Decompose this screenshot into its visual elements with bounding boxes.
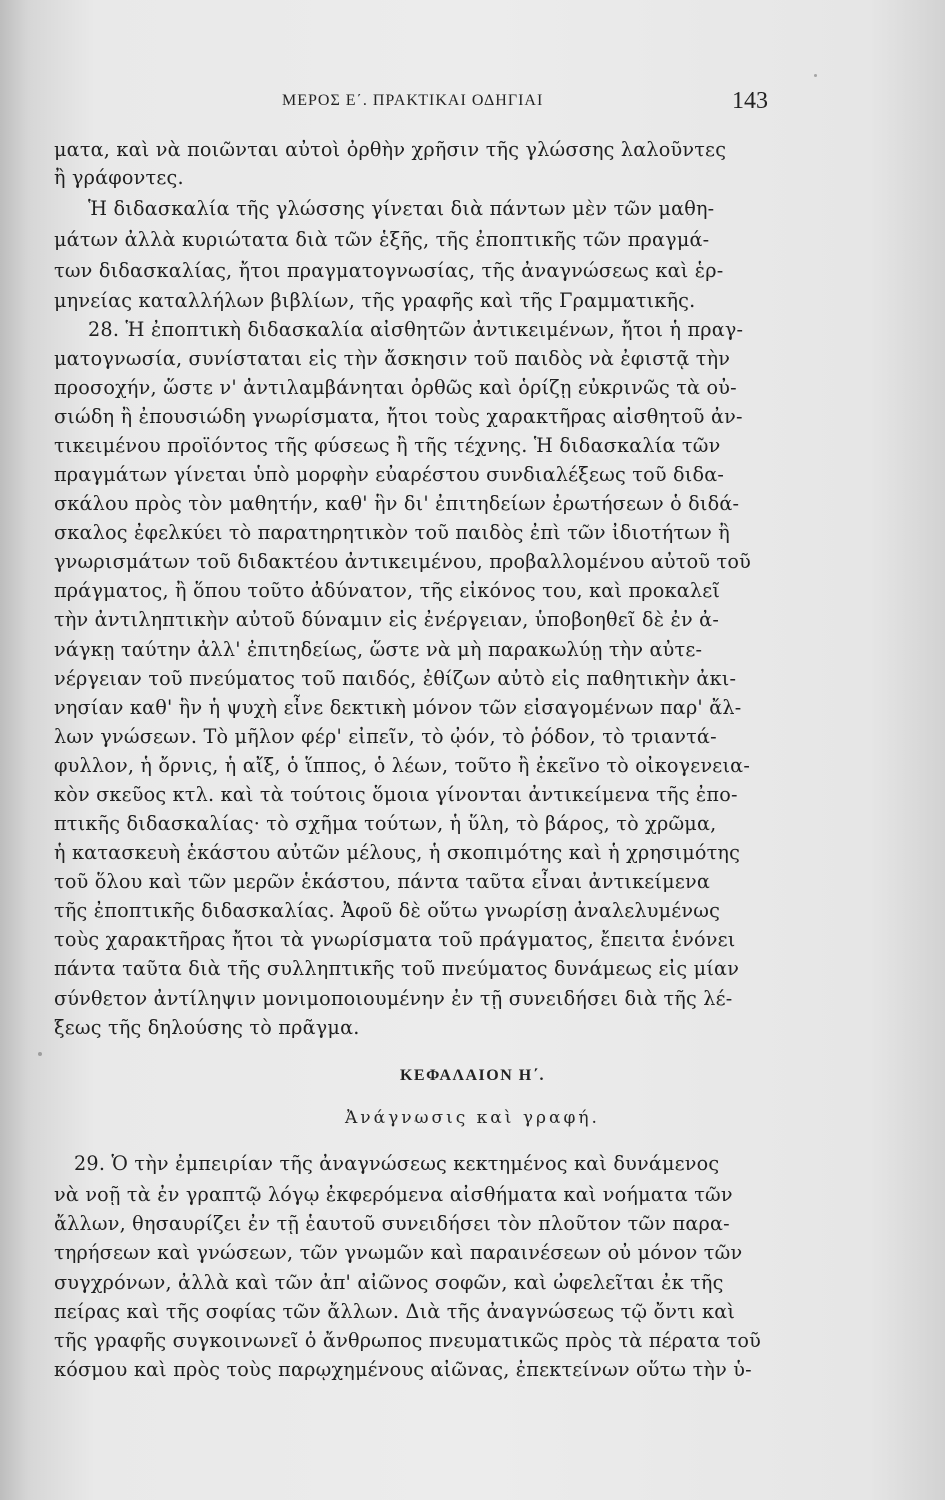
text-line: κόσμου καὶ πρὸς τοὺς παρῳχημένους αἰῶνας, ἐπεκτείνων οὕτω τὴν ὑ- bbox=[54, 1358, 752, 1381]
text-line: γνωρισμάτων τοῦ διδακτέου ἀντικειμένου, προβαλλομένου αὐτοῦ τοῦ bbox=[54, 550, 751, 573]
page-number: 143 bbox=[732, 88, 768, 114]
text-line: μηνείας καταλλήλων βιβλίων, τῆς γραφῆς καὶ τῆς Γραμματικῆς. bbox=[54, 289, 696, 312]
text-line: ἡ κατασκευὴ ἑκάστου αὐτῶν μέλους, ἡ σκοπιμότης καὶ ἡ χρησιμότης bbox=[54, 841, 741, 864]
text-line: ματογνωσία, συνίσταται εἰς τὴν ἄσκησιν τοῦ παιδὸς νὰ ἐφιστᾷ τὴν bbox=[54, 347, 731, 370]
text-line: νέργειαν τοῦ πνεύματος τοῦ παιδός, ἐθίζων αὐτὸ εἰς παθητικὴν ἀκι- bbox=[54, 667, 737, 690]
text-line: μάτων ἀλλὰ κυριώτατα διὰ τῶν ἑξῆς, τῆς ἐποπτικῆς τῶν πραγμά- bbox=[54, 228, 710, 251]
text-line: πείρας καὶ τῆς σοφίας τῶν ἄλλων. Διὰ τῆς ἀναγνώσεως τῷ ὄντι καὶ bbox=[54, 1300, 736, 1323]
text-line: φυλλον, ἡ ὄρνις, ἡ αἴξ, ὁ ἵππος, ὁ λέων, τοῦτο ἢ ἐκεῖνο τὸ οἰκογενεια- bbox=[54, 754, 751, 777]
text-line: κὸν σκεῦος κτλ. καὶ τὰ τούτοις ὅμοια γίνονται ἀντικείμενα τῆς ἐπο- bbox=[54, 783, 738, 806]
text-line: προσοχήν, ὥστε ν' ἀντιλαμβάνηται ὀρθῶς καὶ ὁρίζῃ εὐκρινῶς τὰ οὐ- bbox=[54, 376, 737, 399]
text-line: νησίαν καθ' ἣν ἡ ψυχὴ εἶνε δεκτικὴ μόνον τῶν εἰσαγομένων παρ' ἄλ- bbox=[54, 696, 742, 719]
text-line: συγχρόνων, ἀλλὰ καὶ τῶν ἀπ' αἰῶνος σοφῶν, καὶ ὠφελεῖται ἐκ τῆς bbox=[54, 1271, 724, 1294]
text-line: τηρήσεων καὶ γνώσεων, τῶν γνωμῶν καὶ παραινέσεων οὐ μόνον τῶν bbox=[54, 1241, 743, 1264]
chapter-subtitle: Ἀνάγνωσις καὶ γραφή. bbox=[345, 1108, 600, 1128]
print-speck bbox=[814, 74, 817, 77]
text-line: τικειμένου προϊόντος τῆς φύσεως ἢ τῆς τέχνης. Ἡ διδασκαλία τῶν bbox=[54, 434, 721, 457]
text-line: ἢ γράφοντες. bbox=[54, 166, 184, 189]
text-line: πάντα ταῦτα διὰ τῆς συλληπτικῆς τοῦ πνεύματος δυνάμεως εἰς μίαν bbox=[54, 957, 740, 980]
text-line: ξεως τῆς δηλούσης τὸ πρᾶγμα. bbox=[54, 1016, 360, 1039]
text-line: πραγμάτων γίνεται ὑπὸ μορφὴν εὐαρέστου συνδιαλέξεως τοῦ διδα- bbox=[54, 463, 725, 486]
text-line: πτικῆς διδασκαλίας· τὸ σχῆμα τούτων, ἡ ὕλη, τὸ βάρος, τὸ χρῶμα, bbox=[54, 812, 717, 835]
text-line: σιώδη ἢ ἐπουσιώδη γνωρίσματα, ἤτοι τοὺς χαρακτῆρας αἰσθητοῦ ἀν- bbox=[54, 405, 743, 428]
text-line: σκαλος ἐφελκύει τὸ παρατηρητικὸν τοῦ παιδὸς ἐπὶ τῶν ἰδιοτήτων ἢ bbox=[54, 521, 730, 544]
text-line: σκάλου πρὸς τὸν μαθητήν, καθ' ἣν δι' ἐπιτηδείων ἐρωτήσεων ὁ διδά- bbox=[54, 492, 740, 515]
text-line: Ἡ διδασκαλία τῆς γλώσσης γίνεται διὰ πάντων μὲν τῶν μαθη- bbox=[88, 197, 715, 220]
text-line: τὴν ἀντιληπτικὴν αὐτοῦ δύναμιν εἰς ἐνέργειαν, ὑποβοηθεῖ δὲ ἐν ἀ- bbox=[54, 608, 720, 631]
text-line: πράγματος, ἢ ὅπου τοῦτο ἀδύνατον, τῆς εἰκόνος του, καὶ προκαλεῖ bbox=[54, 579, 721, 602]
text-line: των διδασκαλίας, ἤτοι πραγματογνωσίας, τῆς ἀναγνώσεως καὶ ἑρ- bbox=[54, 259, 724, 282]
text-line: νάγκῃ ταύτην ἀλλ' ἐπιτηδείως, ὥστε νὰ μὴ παρακωλύῃ τὴν αὐτε- bbox=[54, 638, 703, 661]
text-line: λων γνώσεων. Τὸ μῆλον φέρ' εἰπεῖν, τὸ ᾠόν, τὸ ῥόδον, τὸ τριαντά- bbox=[54, 725, 717, 748]
running-head: ΜΕΡΟΣ Ε΄. ΠΡΑΚΤΙΚΑΙ ΟΔΗΓΙΑΙ bbox=[282, 92, 544, 109]
chapter-title: ΚΕΦΑΛΑΙΟΝ Η΄. bbox=[399, 1067, 546, 1084]
text-line: τοῦ ὅλου καὶ τῶν μερῶν ἑκάστου, πάντα ταῦτα εἶναι ἀντικείμενα bbox=[54, 870, 710, 893]
text-line: σύνθετον ἀντίληψιν μονιμοποιουμένην ἐν τῇ συνειδήσει διὰ τῆς λέ- bbox=[54, 987, 733, 1010]
text-line: τοὺς χαρακτῆρας ἤτοι τὰ γνωρίσματα τοῦ πράγματος, ἔπειτα ἑνόνει bbox=[54, 928, 736, 951]
text-line: ἄλλων, θησαυρίζει ἐν τῇ ἑαυτοῦ συνειδήσει τὸν πλοῦτον τῶν παρα- bbox=[54, 1212, 730, 1235]
text-line: νὰ νοῇ τὰ ἐν γραπτῷ λόγῳ ἐκφερόμενα αἰσθήματα καὶ νοήματα τῶν bbox=[54, 1183, 733, 1206]
section-28-heading-line: 28. Ἡ ἐποπτικὴ διδασκαλία αἰσθητῶν ἀντικειμένων, ἤτοι ἡ πραγ- bbox=[88, 318, 744, 341]
text-line: ματα, καὶ νὰ ποιῶνται αὐτοὶ ὀρθὴν χρῆσιν τῆς γλώσσης λαλοῦντες bbox=[54, 138, 727, 161]
text-line: τῆς γραφῆς συγκοινωνεῖ ὁ ἄνθρωπος πνευματικῶς πρὸς τὰ πέρατα τοῦ bbox=[54, 1329, 762, 1352]
section-29-heading-line: 29. Ὁ τὴν ἐμπειρίαν τῆς ἀναγνώσεως κεκτημένος καὶ δυνάμενος bbox=[74, 1152, 720, 1175]
text-line: τῆς ἐποπτικῆς διδασκαλίας. Ἀφοῦ δὲ οὕτω γνωρίσῃ ἀναλελυμένως bbox=[54, 899, 721, 922]
print-speck bbox=[38, 1052, 42, 1056]
